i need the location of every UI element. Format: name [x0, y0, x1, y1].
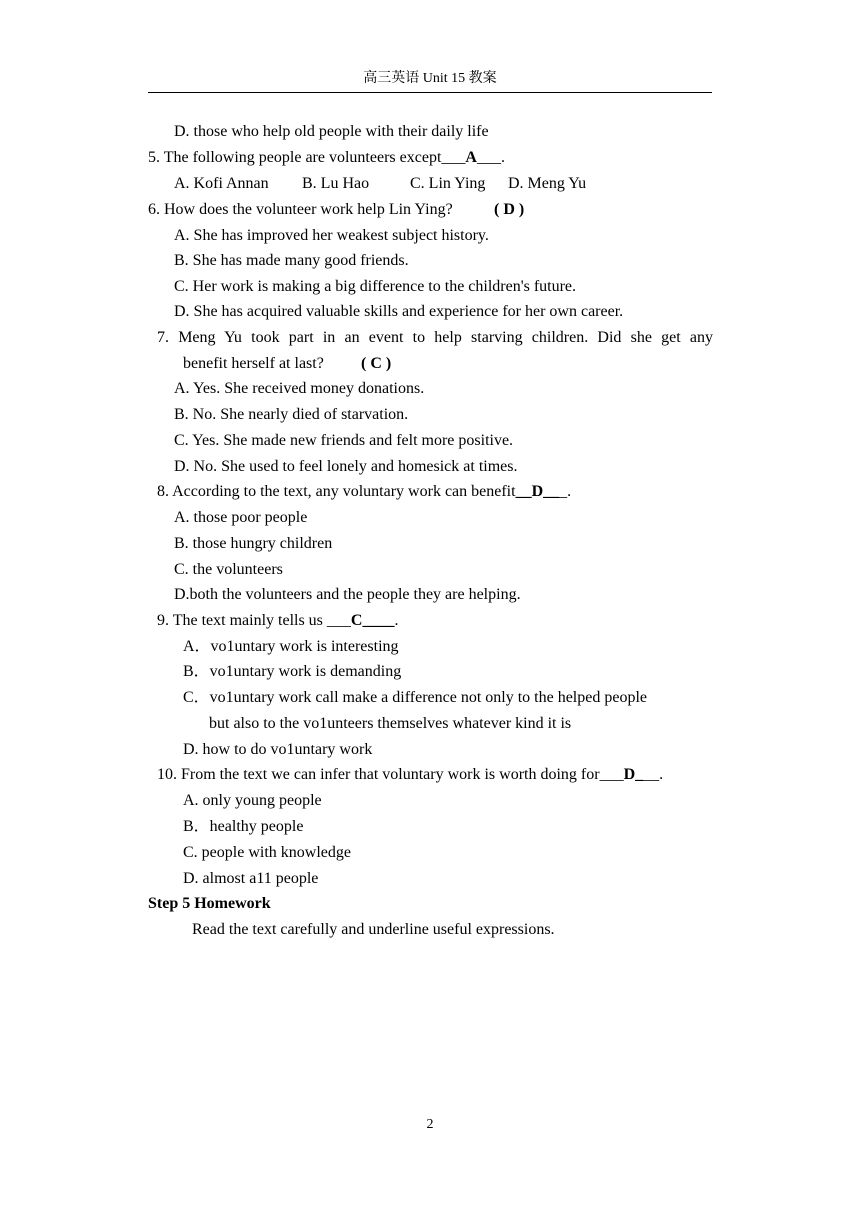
q6-answer: ( D ) — [494, 201, 525, 218]
q7-stem-text: benefit herself at last? — [183, 355, 324, 372]
q5-option-b: B. Lu Hao — [302, 175, 370, 192]
q10-option-a: A. only young people — [183, 792, 322, 809]
q7-stem-line2 — [183, 354, 392, 374]
q9-stem-end: . — [394, 612, 399, 629]
q7-stem-line1: 7. Meng Yu took part in an event to help starving children. Did she get any — [157, 329, 713, 346]
q9-option-c-line1: C．vo1untary work call make a difference not only to the helped people — [183, 689, 648, 706]
page-number: 2 — [426, 1117, 434, 1132]
q7-option-c: C. Yes. She made new friends and felt more positive. — [174, 432, 514, 449]
q6-option-b: B. She has made many good friends. — [174, 252, 409, 269]
q9-option-b: B．vo1untary work is demanding — [183, 663, 402, 680]
q10-answer: D_ — [623, 766, 644, 783]
q10-option-b: B．healthy people — [183, 818, 304, 835]
q10-stem-end: __. — [643, 766, 664, 783]
q7-option-d: D. No. She used to feel lonely and homesick at times. — [174, 458, 518, 475]
q4-option-d: D. those who help old people with their daily life — [174, 123, 489, 140]
document-header: 高三英语 Unit 15 教案 — [363, 71, 497, 86]
q7-answer: ( C ) — [361, 355, 392, 372]
q8-answer: __D__ — [515, 483, 560, 500]
q9-option-d: D. how to do vo1untary work — [183, 741, 373, 758]
q9-stem-text: 9. The text mainly tells us ___ — [157, 612, 351, 629]
q7-option-a: A. Yes. She received money donations. — [174, 380, 425, 397]
q10-stem — [157, 765, 663, 785]
q6-stem-text: 6. How does the volunteer work help Lin Ying? — [148, 201, 453, 218]
q6-option-a: A. She has improved her weakest subject history. — [174, 227, 489, 244]
q5-option-c: C. Lin Ying — [410, 175, 486, 192]
q7-option-b: B. No. She nearly died of starvation. — [174, 406, 409, 423]
header-rule — [148, 92, 712, 93]
q5-stem-text: 5. The following people are volunteers except___ — [148, 149, 466, 166]
homework-text: Read the text carefully and underline useful expressions. — [192, 921, 555, 938]
q8-stem-text: 8. According to the text, any voluntary work can benefit — [157, 483, 516, 500]
q6-stem — [148, 200, 525, 220]
q5-stem — [148, 148, 505, 168]
q9-stem — [157, 611, 398, 631]
q10-option-c: C. people with knowledge — [183, 844, 351, 861]
q5-option-a: A. Kofi Annan — [174, 175, 269, 192]
q8-option-b: B. those hungry children — [174, 535, 333, 552]
q6-option-c: C. Her work is making a big difference to the children's future. — [174, 278, 577, 295]
q10-option-d: D. almost a11 people — [183, 870, 319, 887]
q9-option-a: A．vo1untary work is interesting — [183, 638, 399, 655]
q8-option-d: D.both the volunteers and the people they are helping. — [174, 586, 521, 603]
q6-option-d: D. She has acquired valuable skills and experience for her own career. — [174, 303, 624, 320]
homework-heading: Step 5 Homework — [148, 895, 271, 912]
q5-stem-end: ___. — [476, 149, 505, 166]
q5-option-d: D. Meng Yu — [508, 175, 587, 192]
q8-stem-end: _. — [559, 483, 572, 500]
q8-option-a: A. those poor people — [174, 509, 308, 526]
q5-answer: A — [465, 149, 477, 166]
q8-option-c: C. the volunteers — [174, 561, 283, 578]
q9-answer: C____ — [350, 612, 395, 629]
q8-stem — [157, 482, 571, 502]
q9-option-c-line2: but also to the vo1unteers themselves whatever kind it is — [209, 715, 572, 732]
q10-stem-text: 10. From the text we can infer that voluntary work is worth doing for___ — [157, 766, 624, 783]
